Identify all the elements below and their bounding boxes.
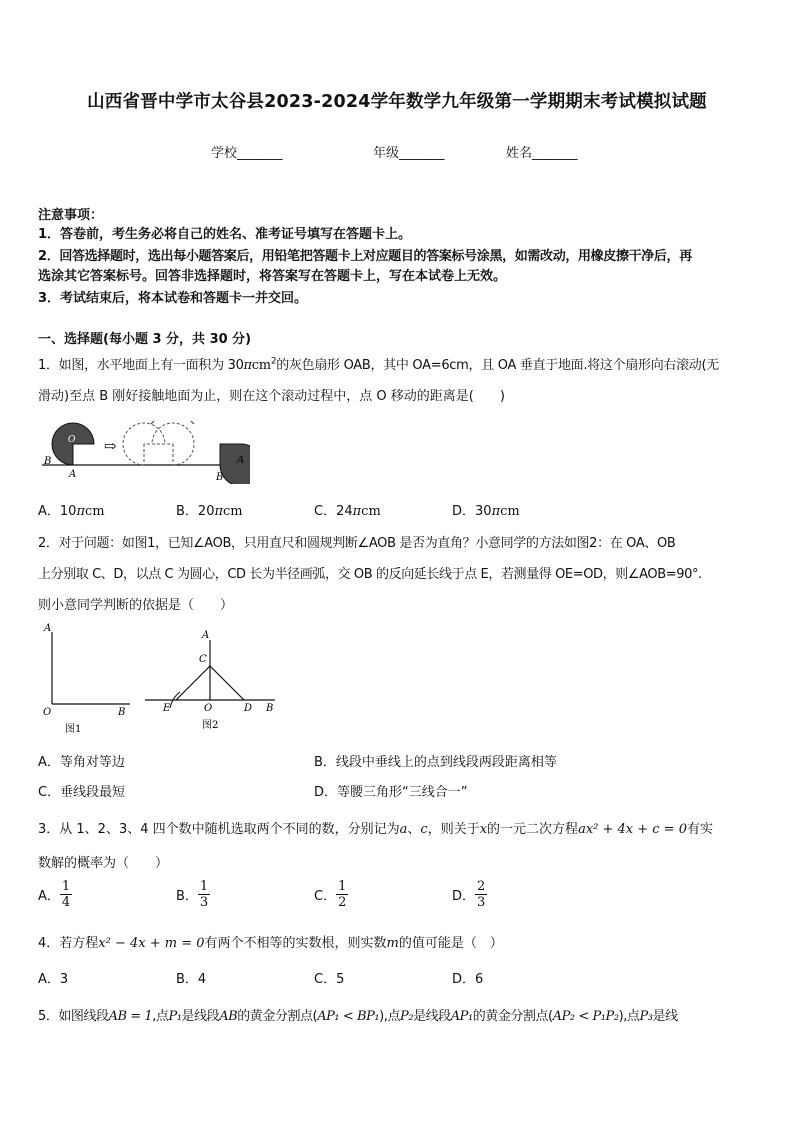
q1-square: 2 bbox=[270, 356, 277, 367]
fig1-label-o: O bbox=[43, 707, 52, 718]
q2-figure-2 bbox=[142, 624, 282, 736]
q2-option-c: C．垂线段最短 bbox=[38, 785, 126, 800]
q1-fig-a-right: A bbox=[237, 455, 245, 466]
q2-option-a: A．等角对等边 bbox=[38, 755, 125, 770]
q4-option-a: A．3 bbox=[38, 972, 69, 987]
q1-option-b: B．20πcm bbox=[176, 504, 243, 519]
rotation-marks bbox=[151, 421, 194, 424]
q1-unit: cm bbox=[251, 358, 271, 373]
fig1-label-b: B bbox=[118, 707, 126, 718]
q1-fig-b-right: B bbox=[216, 472, 224, 483]
q1-text-a: 1．如图，水平地面上有一面积为 30 bbox=[38, 358, 244, 373]
sector-end bbox=[220, 444, 250, 484]
fig2-caption: 图2 bbox=[202, 720, 219, 731]
q1-option-d: D．30πcm bbox=[452, 504, 520, 519]
page-title: 山西省晋中学市太谷县2023-2024学年数学九年级第一学期期末考试模拟试题 bbox=[87, 92, 707, 112]
q1-figure bbox=[40, 418, 250, 484]
q2-line-3: 则小意同学判断的依据是（ ） bbox=[38, 598, 234, 613]
q3-option-b: B． $\frac{1}{3}$ bbox=[176, 879, 209, 910]
fig2-label-c: C bbox=[199, 654, 207, 665]
segment-ce bbox=[176, 666, 210, 700]
fig2-label-o: O bbox=[204, 703, 213, 714]
q1-option-c: C．24πcm bbox=[314, 504, 381, 519]
q5-line-1: 5．如图线段AB = 1,点P₁是线段AB的黄金分割点(AP₁ < BP₁),点P₂是线段AP₁的黄金分割点(AP₂ < P₁P₂),点P₃是线 bbox=[38, 1009, 678, 1024]
q1-line-2: 滑动)至点 B 刚好接触地面为止，则在这个滚动过程中，点 O 移动的距离是( ) bbox=[38, 389, 505, 404]
q3-line-2: 数解的概率为（ ） bbox=[38, 856, 169, 871]
fig1-label-a: A bbox=[44, 623, 52, 634]
q1-fig-o: O bbox=[68, 435, 76, 445]
notice-item-1: 1．答卷前，考生务必将自己的姓名、准考证号填写在答题卡上。 bbox=[38, 227, 412, 242]
notice-item-2: 2．回答选择题时，选出每小题答案后，用铅笔把答题卡上对应题目的答案标号涂黑，如需改动，用橡皮擦干净后，再 bbox=[38, 249, 692, 264]
roll-arrow-icon: ⇨ bbox=[104, 437, 117, 455]
q3-option-c: C． $\frac{1}{2}$ bbox=[314, 879, 347, 910]
name-field: 姓名_______ bbox=[506, 146, 578, 161]
q1-option-a: A．10πcm bbox=[38, 504, 105, 519]
q1-pi: π bbox=[243, 358, 252, 373]
segment-cd bbox=[210, 666, 244, 700]
notice-item-3: 3．考试结束后，将本试卷和答题卡一并交回。 bbox=[38, 291, 308, 306]
grade-field: 年级_______ bbox=[373, 146, 445, 161]
q2-line-2: 上分别取 C、D，以点 C 为圆心，CD 长为半径画弧，交 OB 的反向延长线于点 E，若测量得 OE=OD，则∠AOB=90°. bbox=[38, 567, 702, 582]
school-field: 学校_______ bbox=[211, 146, 283, 161]
q1-fig-a-left: A bbox=[69, 469, 77, 480]
section-heading: 一、选择题(每小题 3 分，共 30 分) bbox=[38, 332, 252, 347]
q3-option-a: A． $\frac{1}{4}$ bbox=[38, 879, 71, 910]
q1-fig-o-right: O bbox=[214, 435, 222, 445]
notice-heading: 注意事项： bbox=[38, 208, 104, 223]
q3-line-1: 3．从 1、2、3、4 四个数中随机选取两个不同的数，分别记为a、c，则关于x的一元二次方程ax² + 4x + c = 0有实 bbox=[38, 822, 713, 837]
q1-fig-b-left: B bbox=[44, 456, 52, 467]
q2-figure-1 bbox=[38, 618, 158, 736]
q1-text-c: 的灰色扇形 OAB，其中 OA=6cm，且 OA 垂直于地面.将这个扇形向右滚动(无 bbox=[276, 358, 719, 373]
fig1-caption: 图1 bbox=[65, 724, 82, 735]
q4-equation: x² − 4x + m = 0 bbox=[98, 936, 205, 951]
q4-option-b: B．4 bbox=[176, 972, 207, 987]
q4-option-d: D．6 bbox=[452, 972, 484, 987]
q2-line-1: 2．对于问题：如图1，已知∠AOB，只用直尺和圆规判断∠AOB 是否为直角？小意同学的方法如图2：在 OA、OB bbox=[38, 536, 676, 551]
fig2-label-b: B bbox=[266, 703, 274, 714]
fig2-label-e: E bbox=[163, 703, 171, 714]
q4-option-c: C．5 bbox=[314, 972, 345, 987]
q1-line-1 bbox=[38, 354, 719, 373]
q4-line-1: 4．若方程x² − 4x + m = 0有两个不相等的实数根，则实数m的值可能是（ ） bbox=[38, 936, 503, 951]
q2-option-d: D．等腰三角形“三线合一” bbox=[314, 785, 468, 800]
notice-item-2-cont: 选涂其它答案标号。回答非选择题时，将答案写在答题卡上，写在本试卷上无效。 bbox=[38, 269, 507, 284]
fig2-label-d: D bbox=[244, 703, 253, 714]
q2-option-b: B．线段中垂线上的点到线段两段距离相等 bbox=[314, 755, 557, 770]
sector-ghost-2 bbox=[152, 423, 194, 465]
q3-equation: ax² + 4x + c = 0 bbox=[578, 822, 687, 837]
fig2-label-a: A bbox=[202, 630, 210, 641]
q3-option-d: D． $\frac{2}{3}$ bbox=[452, 879, 486, 910]
